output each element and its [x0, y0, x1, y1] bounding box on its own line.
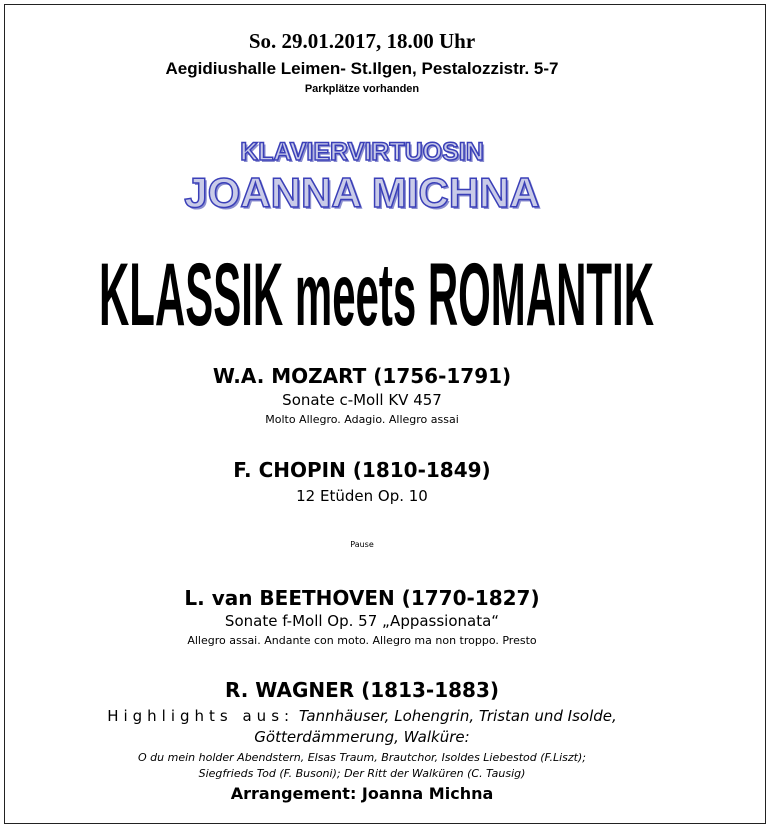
wagner-pieces-cont: Siegfrieds Tod (F. Busoni); Der Ritt der Walküren (C. Tausig) — [198, 767, 526, 780]
composer-heading: W.A. MOZART (1756-1791) — [212, 364, 512, 388]
pause-label: Pause — [350, 540, 374, 549]
artist-subtitle: KLAVIERVIRTUOSIN — [240, 138, 484, 166]
composer-heading: F. CHOPIN (1810-1849) — [233, 458, 491, 482]
work-movements: Allegro assai. Andante con moto. Allegro ma non troppo. Presto — [187, 634, 537, 647]
parking-note: Parkplätze vorhanden — [304, 83, 420, 95]
work-movements: Molto Allegro. Adagio. Allegro assai — [265, 413, 459, 426]
highlights-operas: Tannhäuser, Lohengrin, Tristan und Isolde, — [298, 707, 617, 725]
concert-title — [95, 236, 660, 354]
arrangement-credit: Arrangement: Joanna Michna — [230, 784, 494, 803]
wagner-pieces: O du mein holder Abendstern, Elsas Traum, Brautchor, Isoldes Liebestod (F.Liszt); — [138, 751, 586, 764]
composer-heading: R. WAGNER (1813-1883) — [224, 678, 500, 702]
highlights-label: Highlights aus: — [107, 707, 295, 725]
concert-title-text: KLASSIK meets ROMANTIK — [99, 244, 654, 345]
composer-heading: L. van BEETHOVEN (1770-1827) — [184, 586, 540, 610]
concert-venue: Aegidiushalle Leimen- St.Ilgen, Pestalozzistr. 5-7 — [165, 59, 559, 78]
concert-date: So. 29.01.2017, 18.00 Uhr — [248, 29, 476, 53]
work-title: Sonate c-Moll KV 457 — [282, 391, 442, 409]
work-title: 12 Etüden Op. 10 — [296, 487, 428, 505]
work-title: Sonate f-Moll Op. 57 „Appassionata“ — [224, 612, 500, 630]
highlights-operas-cont: Götterdämmerung, Walküre: — [254, 728, 470, 746]
wagner-highlights — [0, 709, 724, 724]
artist-name: JOANNA MICHNA — [184, 169, 540, 216]
